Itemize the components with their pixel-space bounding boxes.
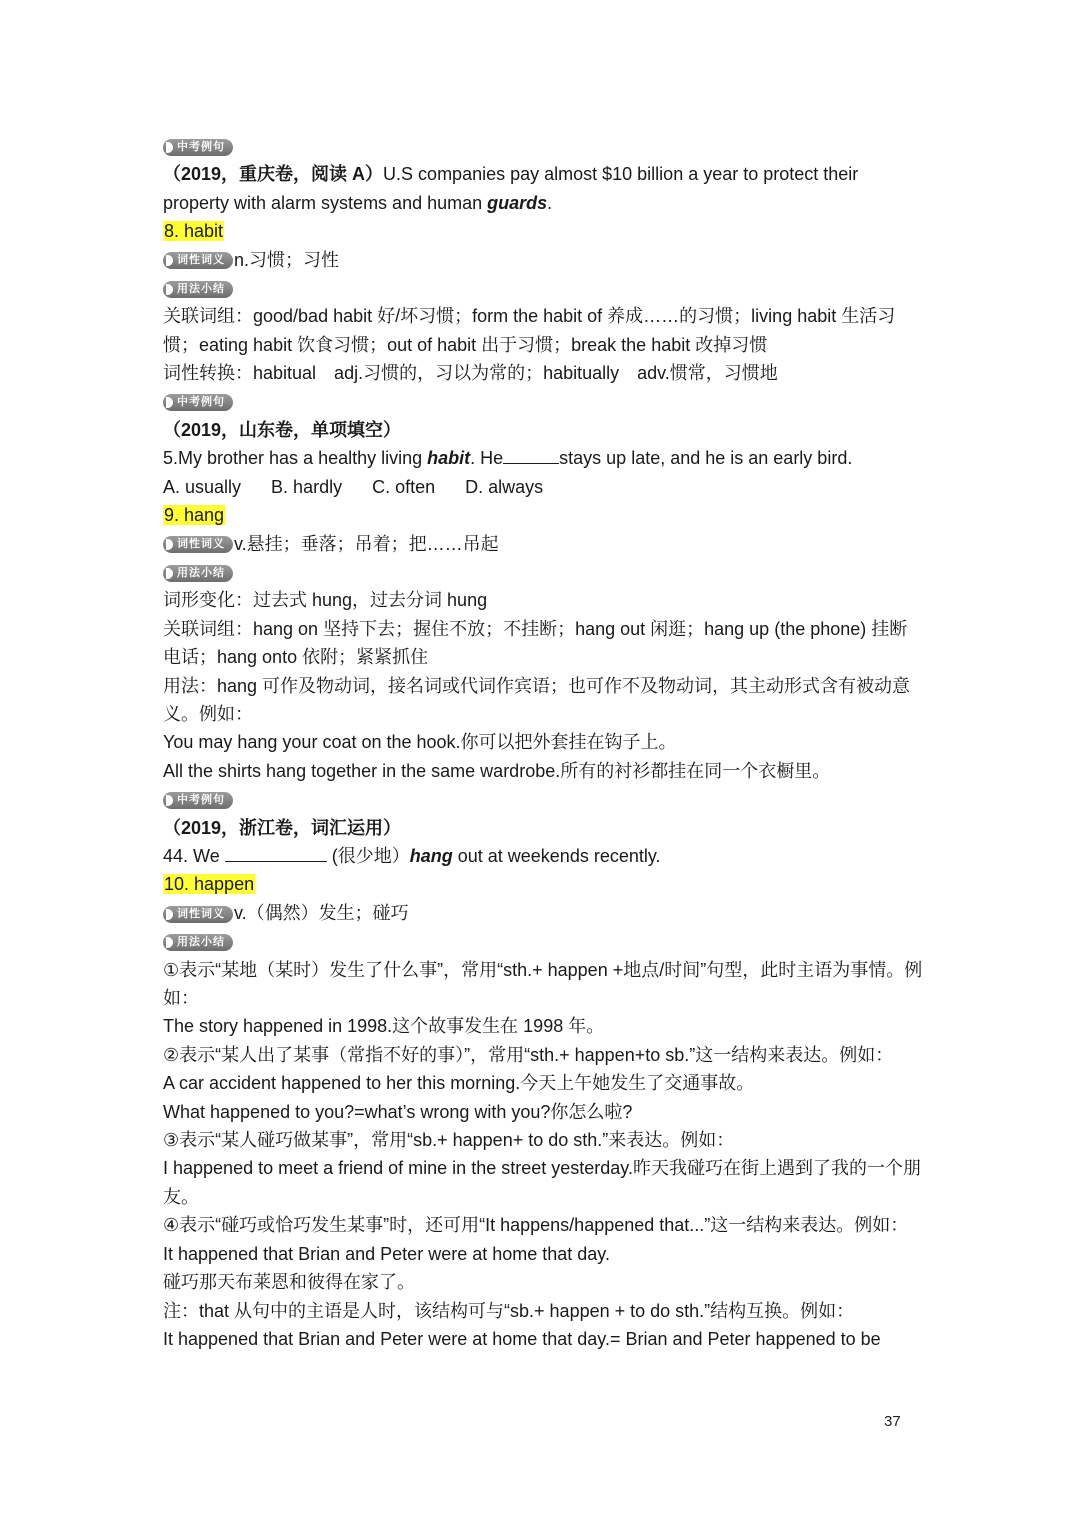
usage-text: 关联词组：good/bad habit 好/坏习惯；form the habit of 养成……的习惯；living habit 生活习惯；eating habit 饮食习惯；out of habit 出于习惯；break the habit 改掉习惯 — [163, 306, 896, 355]
example-sentence: You may hang your coat on the hook.你可以把外套挂在钩子上。 — [163, 732, 677, 753]
question-line — [163, 842, 923, 870]
exam-example-row — [163, 388, 923, 416]
usage-text: ④表示“碰巧或恰巧发生某事”时，还可用“It happens/happened that...”这一结构来表达。例如： — [163, 1215, 909, 1236]
usage-text: 关联词组：hang on 坚持下去；握住不放；不挂断；hang out 闲逛；hang up (the phone) 挂断电话；hang onto 依附；紧紧抓住 — [163, 618, 908, 668]
usage-text: ③表示“某人碰巧做某事”，常用“sb.+ happen+ to do sth.”来表达。例如： — [163, 1130, 735, 1151]
example-text: U.S companies pay almost $10 billion a year to protect their property with alarm systems and human — [163, 164, 859, 213]
meaning-text: v.悬挂；垂落；吊着；把……吊起 — [234, 533, 499, 554]
exam-example-row — [163, 785, 923, 813]
question-line — [163, 444, 923, 472]
usage-tag: 用法小结 — [163, 281, 233, 298]
option-a: A. usually — [163, 476, 242, 497]
punctuation: . — [547, 192, 553, 213]
usage-row — [163, 558, 923, 586]
exam-example-tag: 中考例句 — [163, 792, 233, 809]
example-translation: 碰巧那天布莱恩和彼得在家了。 — [163, 1272, 415, 1293]
usage-row — [163, 274, 923, 302]
usage-text: 用法：hang 可作及物动词，接名词或代词作宾语；也可作不及物动词，其主动形式含有被动意义。例如： — [163, 675, 911, 725]
meaning-text: n.习惯；习性 — [234, 249, 340, 270]
question-text: (很少地） — [331, 846, 410, 867]
meaning-tag: 词性词义 — [163, 252, 233, 269]
usage-text: 词性转换：habitual adj.习惯的，习以为常的；habitually adv.惯常，习惯地 — [163, 363, 778, 384]
meaning-row — [163, 530, 923, 558]
exam-example-tag: 中考例句 — [163, 394, 233, 411]
option-c: C. often — [372, 476, 436, 497]
option-b: B. hardly — [271, 476, 343, 497]
answer-blank — [225, 843, 327, 862]
highlighted-heading: 8. habit — [164, 221, 224, 242]
page-number: 37 — [884, 1413, 901, 1430]
question-text: 5.My brother has a healthy living — [163, 448, 428, 469]
meaning-text: v.（偶然）发生；碰巧 — [234, 902, 409, 923]
note-text: 注：that 从句中的主语是人时，该结构可与“sb.+ happen + to do sth.”结构互换。例如： — [163, 1300, 855, 1321]
meaning-tag: 词性词义 — [163, 906, 233, 923]
question-text: out at weekends recently. — [452, 846, 661, 867]
meaning-row — [163, 899, 923, 927]
source-label: （2019，浙江卷，词汇运用） — [163, 817, 402, 838]
highlighted-heading: 9. hang — [164, 505, 225, 526]
question-text: stays up late, and he is an early bird. — [559, 448, 853, 469]
answer-blank — [503, 445, 559, 464]
question-text: . He — [470, 448, 504, 469]
usage-row — [163, 927, 923, 955]
meaning-row — [163, 246, 923, 274]
option-d: D. always — [465, 476, 544, 497]
source-label: （2019，山东卷，单项填空） — [163, 420, 402, 440]
example-sentence: It happened that Brian and Peter were at home that day.= Brian and Peter happened to be — [163, 1328, 881, 1349]
example-sentence: What happened to you?=what’s wrong with you?你怎么啦? — [163, 1101, 633, 1122]
options-line — [163, 473, 923, 501]
example-sentence: It happened that Brian and Peter were at home that day. — [163, 1243, 610, 1264]
emphasis-word: habit — [427, 448, 471, 469]
document-body — [163, 132, 923, 1353]
highlighted-heading: 10. happen — [164, 874, 255, 895]
entry-heading — [163, 501, 923, 529]
exam-example-tag: 中考例句 — [163, 139, 233, 156]
meaning-tag: 词性词义 — [163, 536, 233, 553]
source-label: （2019，重庆卷，阅读 A） — [163, 164, 384, 185]
example-sentence: The story happened in 1998.这个故事发生在 1998 年。 — [163, 1016, 605, 1037]
exam-example-paragraph — [163, 160, 923, 217]
example-sentence: A car accident happened to her this morning.今天上午她发生了交通事故。 — [163, 1073, 755, 1094]
entry-heading — [163, 217, 923, 245]
usage-tag: 用法小结 — [163, 565, 233, 582]
exam-example-row — [163, 132, 923, 160]
emphasis-word: guards — [487, 192, 548, 213]
example-sentence: All the shirts hang together in the same wardrobe.所有的衬衫都挂在同一个衣橱里。 — [163, 760, 831, 781]
example-sentence: I happened to meet a friend of mine in the street yesterday.昨天我碰巧在街上遇到了我的一个朋友。 — [163, 1158, 921, 1207]
usage-text: 词形变化：过去式 hung，过去分词 hung — [163, 590, 488, 611]
usage-tag: 用法小结 — [163, 934, 233, 951]
usage-text: ①表示“某地（某时）发生了什么事”，常用“sth.+ happen +地点/时间”句型，此时主语为事情。例如： — [163, 959, 923, 1009]
usage-text: ②表示“某人出了某事（常指不好的事）”，常用“sth.+ happen+to sb.”这一结构来表达。例如： — [163, 1044, 894, 1065]
question-text: 44. We — [163, 846, 220, 867]
emphasis-word: hang — [409, 846, 453, 867]
entry-heading — [163, 870, 923, 898]
